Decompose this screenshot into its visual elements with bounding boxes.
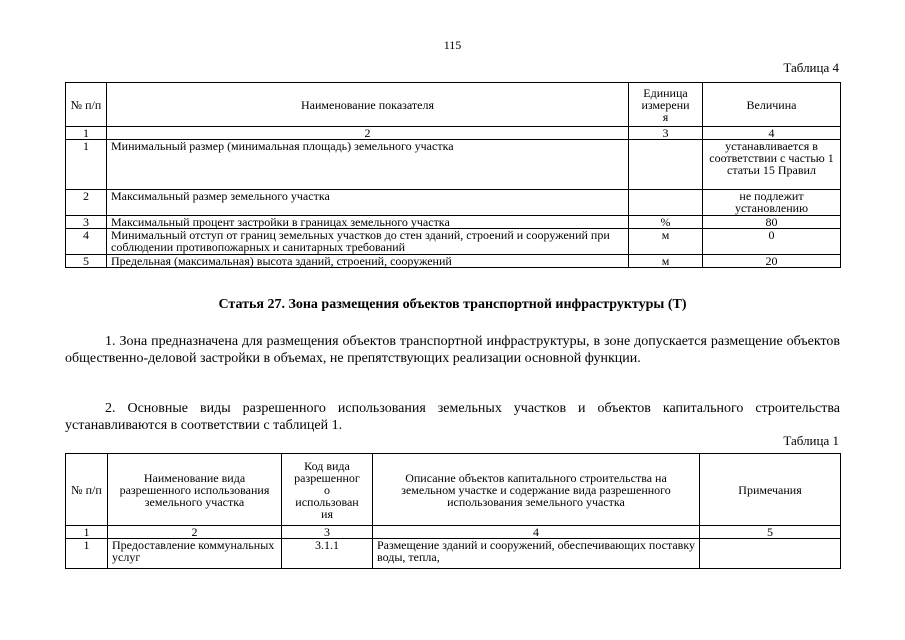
table1-header-code-line: о (324, 482, 330, 497)
table1-header-row (66, 454, 841, 526)
table-row (66, 216, 841, 229)
page-number: 115 (443, 38, 462, 52)
article-title: Статья 27. Зона размещения объектов транспортной инфраструктуры (Т) (218, 297, 687, 312)
table1-caption: Таблица 1 (783, 433, 839, 448)
row-code: 3.1.1 (282, 539, 373, 569)
table1-numbering-row (66, 526, 841, 539)
row-unit (629, 190, 703, 216)
table1-header-notes: Примечания (700, 454, 841, 526)
row-unit: м (629, 255, 703, 268)
table4-header-unit-line: измерени (641, 97, 690, 112)
table4-header-name: Наименование показателя (107, 83, 629, 127)
table1-header-code-line: Код вида (304, 458, 350, 473)
row-name: Предельная (максимальная) высота зданий, строений, сооружений (107, 255, 629, 268)
row-description: Размещение зданий и сооружений, обеспечивающих поставку воды, тепла, (373, 539, 700, 569)
table-row (66, 539, 841, 569)
table4-caption: Таблица 4 (783, 60, 839, 75)
row-value: не подлежит установлению (703, 190, 841, 216)
table1-header-description: Описание объектов капитального строительства на земельном участке и содержание вида разрешенного использования земельного участка (373, 454, 700, 526)
table1-col-number: 5 (700, 526, 841, 539)
table1-header-num: № п/п (66, 454, 108, 526)
row-name: Минимальный размер (минимальная площадь) земельного участка (107, 140, 629, 190)
table1-header-name: Наименование вида разрешенного использования земельного участка (108, 454, 282, 526)
table4-numbering-row (66, 127, 841, 140)
row-num: 1 (66, 140, 107, 190)
table1-header-code (282, 454, 373, 526)
row-unit (629, 140, 703, 190)
row-num: 3 (66, 216, 107, 229)
table-row (66, 190, 841, 216)
row-name: Предоставление коммунальных услуг (108, 539, 282, 569)
paragraph-2: 2. Основные виды разрешенного использования земельных участков и объектов капитального строительства устанавливаются в соответствии с таблицей 1. (65, 401, 840, 433)
table4-col-number: 4 (703, 127, 841, 140)
table4-col-number: 2 (107, 127, 629, 140)
row-num: 2 (66, 190, 107, 216)
table1-col-number: 1 (66, 526, 108, 539)
row-unit: м (629, 229, 703, 255)
row-num: 1 (66, 539, 108, 569)
table4-header-value: Величина (703, 83, 841, 127)
row-name: Максимальный размер земельного участка (107, 190, 629, 216)
row-name: Максимальный процент застройки в границах земельного участка (107, 216, 629, 229)
table4-header-num: № п/п (66, 83, 107, 127)
table1-col-number: 4 (373, 526, 700, 539)
row-value: 0 (703, 229, 841, 255)
table1-header-code-line: ия (321, 506, 333, 521)
table1-col-number: 2 (108, 526, 282, 539)
table4-col-number: 3 (629, 127, 703, 140)
table4-header-unit-line: Единица (643, 85, 688, 100)
table4-header-unit-line: я (662, 109, 669, 124)
indicators-table (65, 82, 841, 268)
row-unit: % (629, 216, 703, 229)
table-row (66, 229, 841, 255)
row-note (700, 539, 841, 569)
row-value: 20 (703, 255, 841, 268)
table1-header-code-line: разрешенног (294, 470, 360, 485)
row-num: 5 (66, 255, 107, 268)
table4-col-number: 1 (66, 127, 107, 140)
table-row (66, 255, 841, 268)
table1-col-number: 3 (282, 526, 373, 539)
table4-header-unit (629, 83, 703, 127)
table1-header-code-line: использован (295, 494, 359, 509)
table4-header-row (66, 83, 841, 127)
table-row (66, 140, 841, 190)
permitted-use-table (65, 453, 841, 569)
row-value: 80 (703, 216, 841, 229)
row-name: Минимальный отступ от границ земельных участков до стен зданий, строений и сооружений при соблюдении противопожарных и санитарных требований (107, 229, 629, 255)
row-num: 4 (66, 229, 107, 255)
row-value: устанавливается в соответствии с частью 1 статьи 15 Правил (703, 140, 841, 190)
paragraph-1: 1. Зона предназначена для размещения объектов транспортной инфраструктуры, в зоне допускается размещение объектов общественно-деловой застройки в объемах, не препятствующих реализации основной функции. (65, 334, 840, 366)
